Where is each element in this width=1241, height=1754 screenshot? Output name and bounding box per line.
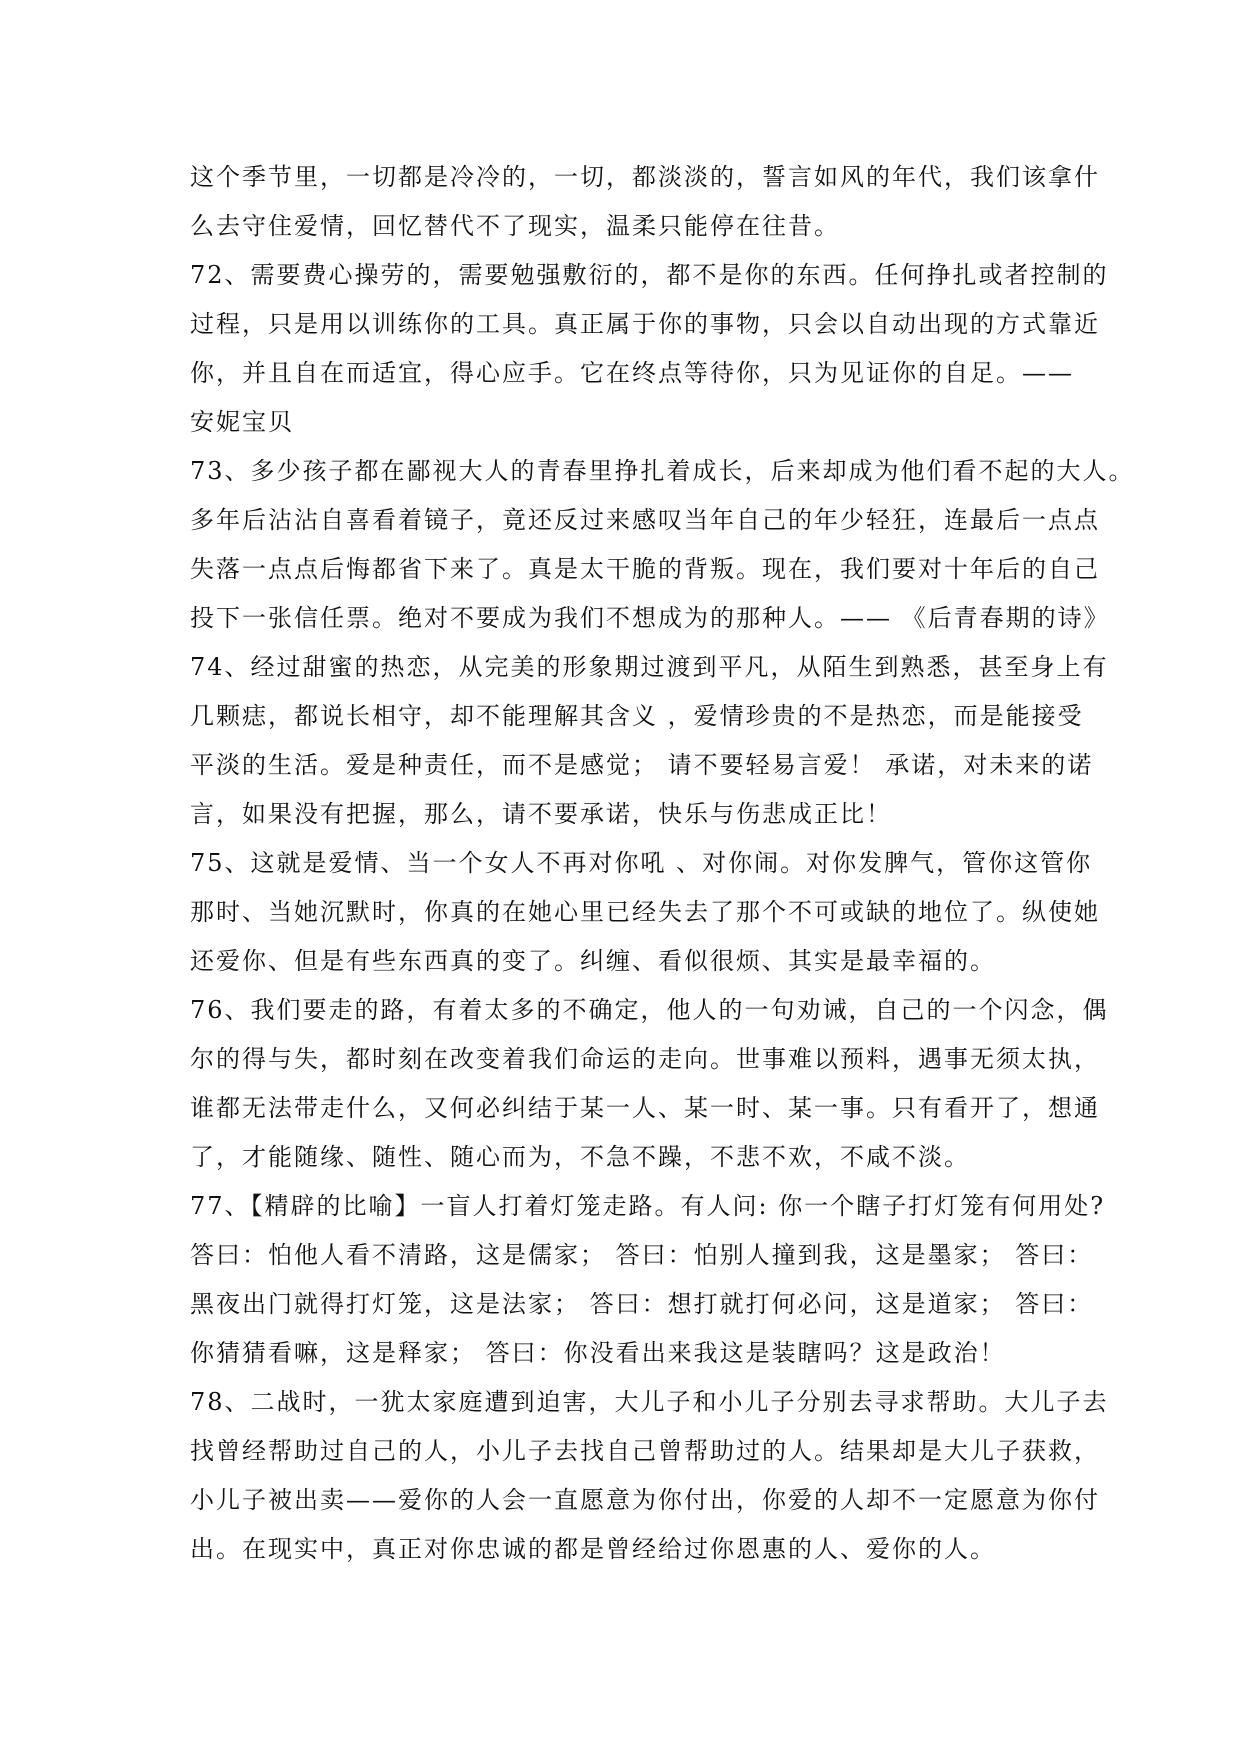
text-line: 谁都无法带走什么，又何必纠结于某一人、某一时、某一事。只有看开了，想通: [190, 1094, 1100, 1122]
text-line: 投下一张信任票。绝对不要成为我们不想成为的那种人。—— 《后青春期的诗》: [190, 604, 1110, 632]
text-line: 小儿子被出卖——爱你的人会一直愿意为你付出，你爱的人却不一定愿意为你付: [190, 1486, 1100, 1514]
text-line: 尔的得与失，都时刻在改变着我们命运的走向。世事难以预料，遇事无须太执，: [190, 1045, 1100, 1073]
text-line: 多年后沾沾自喜看着镜子，竟还反过来感叹当年自己的年少轻狂，连最后一点点: [190, 506, 1100, 534]
text-line: 73、多少孩子都在鄙视大人的青春里挣扎着成长，后来却成为他们看不起的大人。: [190, 457, 1135, 485]
text-line: 78、二战时，一犹太家庭遭到迫害，大儿子和小儿子分别去寻求帮助。大儿子去: [190, 1388, 1109, 1416]
text-line: 76、我们要走的路，有着太多的不确定，他人的一句劝诫，自己的一个闪念，偶: [190, 996, 1109, 1024]
text-line: 失落一点点后悔都省下来了。真是太干脆的背叛。现在，我们要对十年后的自己: [190, 555, 1100, 583]
text-line: 答曰：怕他人看不清路，这是儒家； 答曰：怕别人撞到我，这是墨家； 答曰：: [190, 1241, 1094, 1269]
text-line: 75、这就是爱情、当一个女人不再对你吼 、对你闹。对你发脾气，管你这管你: [190, 849, 1093, 877]
text-line: 你，并且自在而适宜，得心应手。它在终点等待你，只为见证你的自足。——: [190, 359, 1074, 387]
text-line: 言，如果没有把握，那么，请不要承诺，快乐与伤悲成正比！: [190, 800, 892, 828]
body-text: [190, 153, 1135, 1574]
text-line: 72、需要费心操劳的，需要勉强敷衍的，都不是你的东西。任何挣扎或者控制的: [190, 261, 1109, 289]
text-line: 过程，只是用以训练你的工具。真正属于你的事物，只会以自动出现的方式靠近: [190, 310, 1100, 338]
text-line: 黑夜出门就得打灯笼，这是法家； 答曰：想打就打何必问，这是道家； 答曰：: [190, 1290, 1094, 1318]
text-line: 么去守住爱情，回忆替代不了现实，温柔只能停在往昔。: [190, 212, 840, 240]
text-line: 那时、当她沉默时，你真的在她心里已经失去了那个不可或缺的地位了。纵使她: [190, 898, 1100, 926]
text-line: 安妮宝贝: [190, 408, 294, 436]
text-line: 了，才能随缘、随性、随心而为，不急不躁，不悲不欢，不咸不淡。: [190, 1143, 970, 1171]
text-line: 找曾经帮助过自己的人，小儿子去找自己曾帮助过的人。结果却是大儿子获救，: [190, 1437, 1100, 1465]
text-line: 出。在现实中，真正对你忠诚的都是曾经给过你恩惠的人、爱你的人。: [190, 1535, 996, 1563]
text-line: 74、经过甜蜜的热恋，从完美的形象期过渡到平凡，从陌生到熟悉，甚至身上有: [190, 653, 1109, 681]
text-line: 还爱你、但是有些东西真的变了。纠缠、看似很烦、其实是最幸福的。: [190, 947, 996, 975]
text-line: 几颗痣，都说长相守，却不能理解其含义 ，爱情珍贵的不是热恋，而是能接受: [190, 702, 1084, 730]
text-line: 这个季节里，一切都是冷冷的，一切，都淡淡的，誓言如风的年代，我们该拿什: [190, 163, 1100, 191]
text-line: 你猜猜看嘛，这是释家； 答曰：你没看出来我这是装瞎吗？这是政治！: [190, 1339, 1006, 1367]
text-line: 77、【精辟的比喻】一盲人打着灯笼走路。有人问: 你一个瞎子打灯笼有何用处?: [190, 1192, 1106, 1220]
text-line: 平淡的生活。爱是种责任，而不是感觉； 请不要轻易言爱！ 承诺，对未来的诺: [190, 751, 1094, 779]
